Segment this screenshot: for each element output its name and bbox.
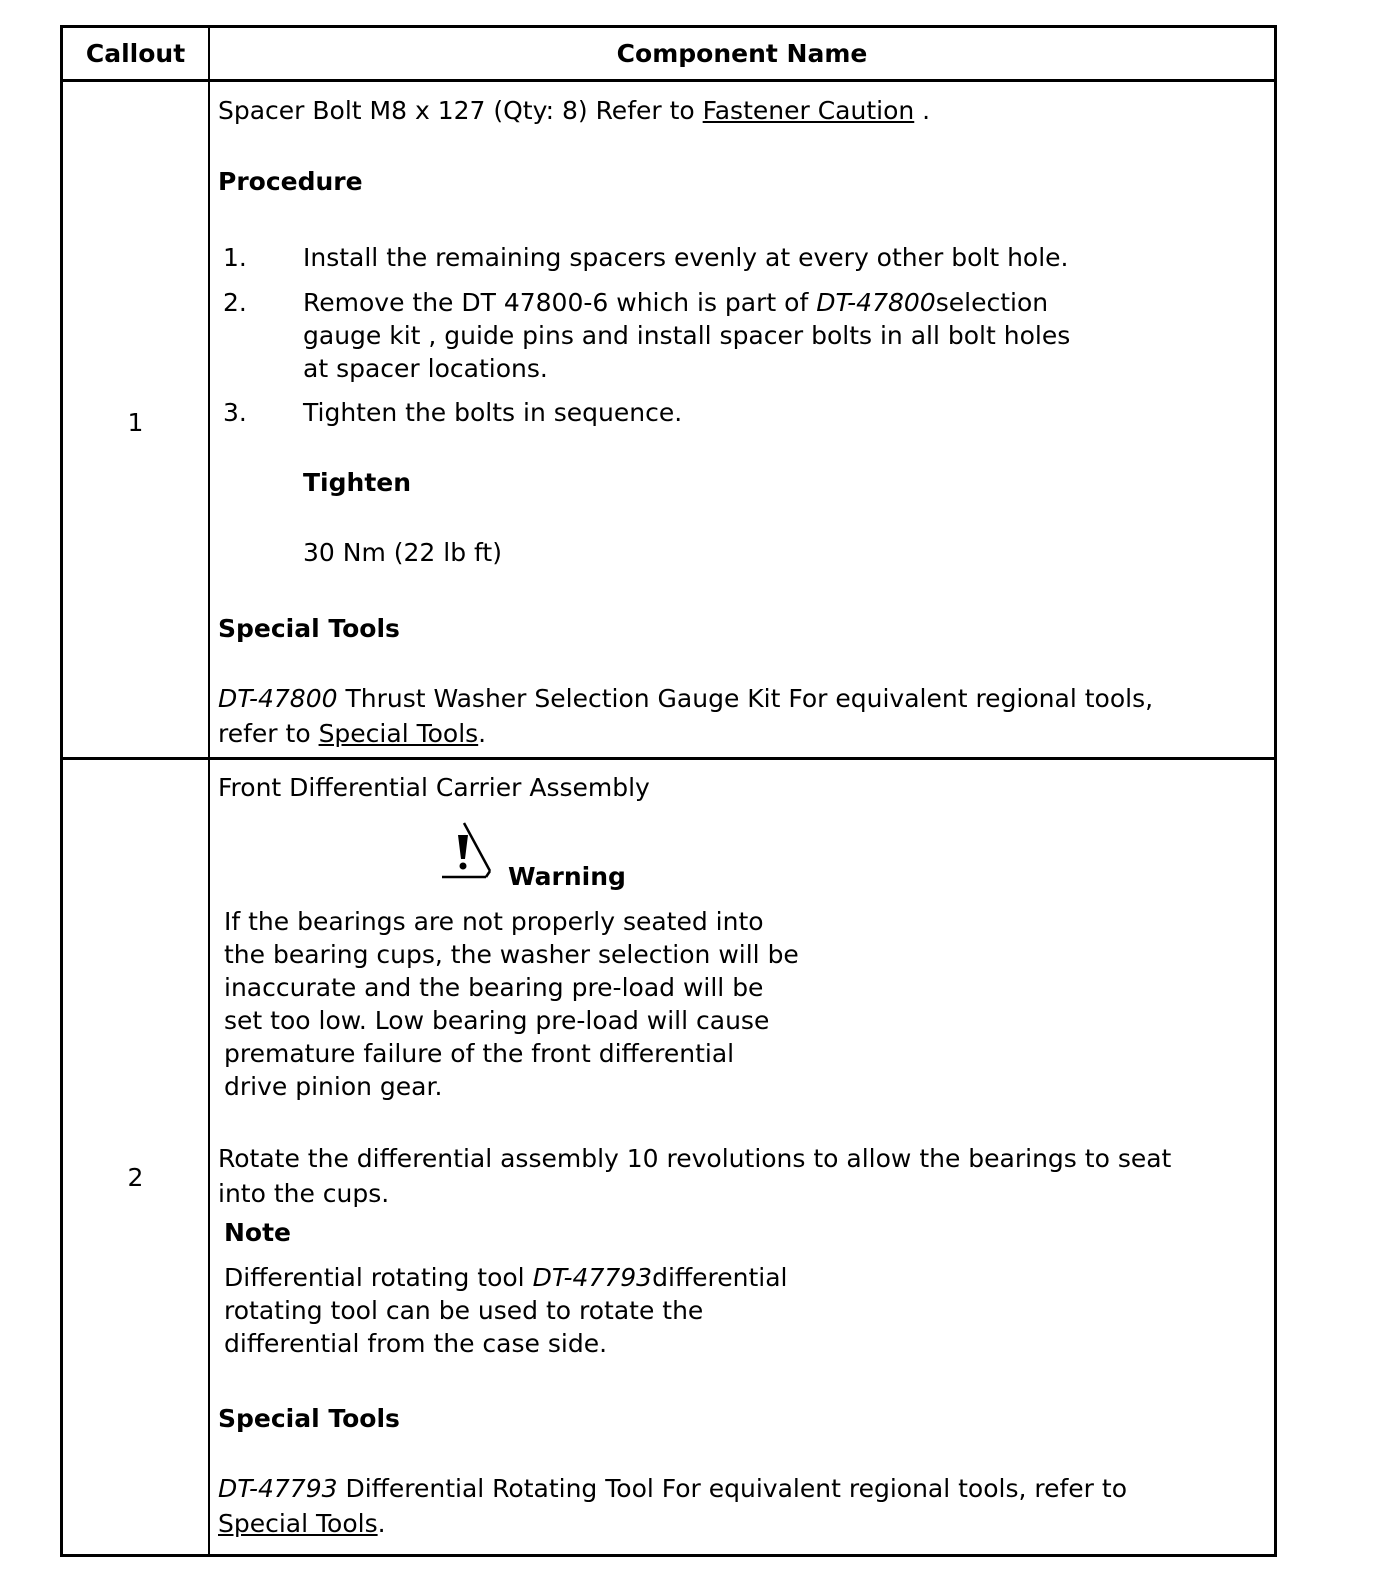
warning-line-4: set too low. Low bearing pre-load will cause xyxy=(224,1006,770,1035)
row1-refer-text: refer to xyxy=(218,719,319,748)
header-callout: Callout xyxy=(85,39,186,68)
procedure-heading: Procedure xyxy=(218,167,363,196)
warning-line-2: the bearing cups, the washer selection will be xyxy=(224,940,799,969)
row1-title-suffix: . xyxy=(914,96,931,125)
header-component-name: Component Name xyxy=(616,39,868,68)
row2-refer-suffix: . xyxy=(377,1509,386,1538)
note-prefix: Differential rotating tool xyxy=(224,1263,533,1292)
note-tool-ref: DT-47793 xyxy=(532,1263,653,1292)
component-table xyxy=(60,25,1277,1557)
tighten-heading: Tighten xyxy=(303,468,412,497)
step-1-text: Install the remaining spacers evenly at every other bolt hole. xyxy=(303,243,1069,272)
note-suffix: differential xyxy=(652,1263,788,1292)
row2-special-tools-heading: Special Tools xyxy=(218,1404,400,1433)
warning-line-5: premature failure of the front differential xyxy=(224,1039,735,1068)
row1-refer xyxy=(218,717,486,750)
step-2-line3: at spacer locations. xyxy=(303,354,548,383)
rotate-line-1: Rotate the differential assembly 10 revolutions to allow the bearings to seat xyxy=(218,1144,1172,1173)
torque-value: 30 Nm (22 lb ft) xyxy=(303,538,502,567)
row2-refer xyxy=(218,1507,386,1540)
step-1-number: 1. xyxy=(223,243,247,272)
row2-tool-description xyxy=(218,1472,1127,1505)
step-3-text: Tighten the bolts in sequence. xyxy=(303,398,683,427)
row1-tool-text: Thrust Washer Selection Gauge Kit For equivalent regional tools, xyxy=(337,684,1154,713)
step-2-line2: gauge kit , guide pins and install spacer bolts in all bolt holes xyxy=(303,321,1071,350)
warning-label: Warning xyxy=(508,862,626,891)
row1-tool-description xyxy=(218,682,1153,715)
row1-refer-suffix: . xyxy=(478,719,487,748)
step-2-number: 2. xyxy=(223,288,247,317)
step-2-line1 xyxy=(303,286,1048,319)
table-header xyxy=(63,28,1274,82)
row1-special-tools-heading: Special Tools xyxy=(218,614,400,643)
warning-triangle-icon xyxy=(438,821,494,881)
row1-special-tools-link[interactable]: Special Tools xyxy=(318,719,479,748)
step-2-tool-ref: DT-47800 xyxy=(816,288,936,317)
warning-line-6: drive pinion gear. xyxy=(224,1072,443,1101)
warning-line-3: inaccurate and the bearing pre-load will be xyxy=(224,973,764,1002)
row1-title-text: Spacer Bolt M8 x 127 (Qty: 8) Refer to xyxy=(218,96,703,125)
note-heading: Note xyxy=(224,1218,292,1247)
callout-number-2: 2 xyxy=(127,1163,144,1192)
rotate-line-2: into the cups. xyxy=(218,1179,390,1208)
row-divider xyxy=(63,757,1274,760)
note-line-3: differential from the case side. xyxy=(224,1329,608,1358)
note-line-2: rotating tool can be used to rotate the xyxy=(224,1296,704,1325)
row2-title: Front Differential Carrier Assembly xyxy=(218,773,650,802)
row2-tool-id: DT-47793 xyxy=(218,1474,338,1503)
callout-number-1: 1 xyxy=(127,408,144,437)
step-3-number: 3. xyxy=(223,398,247,427)
row1-tool-id: DT-47800 xyxy=(218,684,338,713)
step-2-suffix: selection xyxy=(935,288,1049,317)
column-divider xyxy=(208,28,210,1554)
row2-special-tools-link[interactable]: Special Tools xyxy=(218,1509,378,1538)
fastener-caution-link[interactable]: Fastener Caution xyxy=(702,96,915,125)
note-line-1 xyxy=(224,1261,787,1294)
row1-title xyxy=(218,94,930,127)
row2-tool-text: Differential Rotating Tool For equivalent regional tools, refer to xyxy=(337,1474,1127,1503)
warning-line-1: If the bearings are not properly seated into xyxy=(224,907,764,936)
step-2-prefix: Remove the DT 47800-6 which is part of xyxy=(303,288,817,317)
